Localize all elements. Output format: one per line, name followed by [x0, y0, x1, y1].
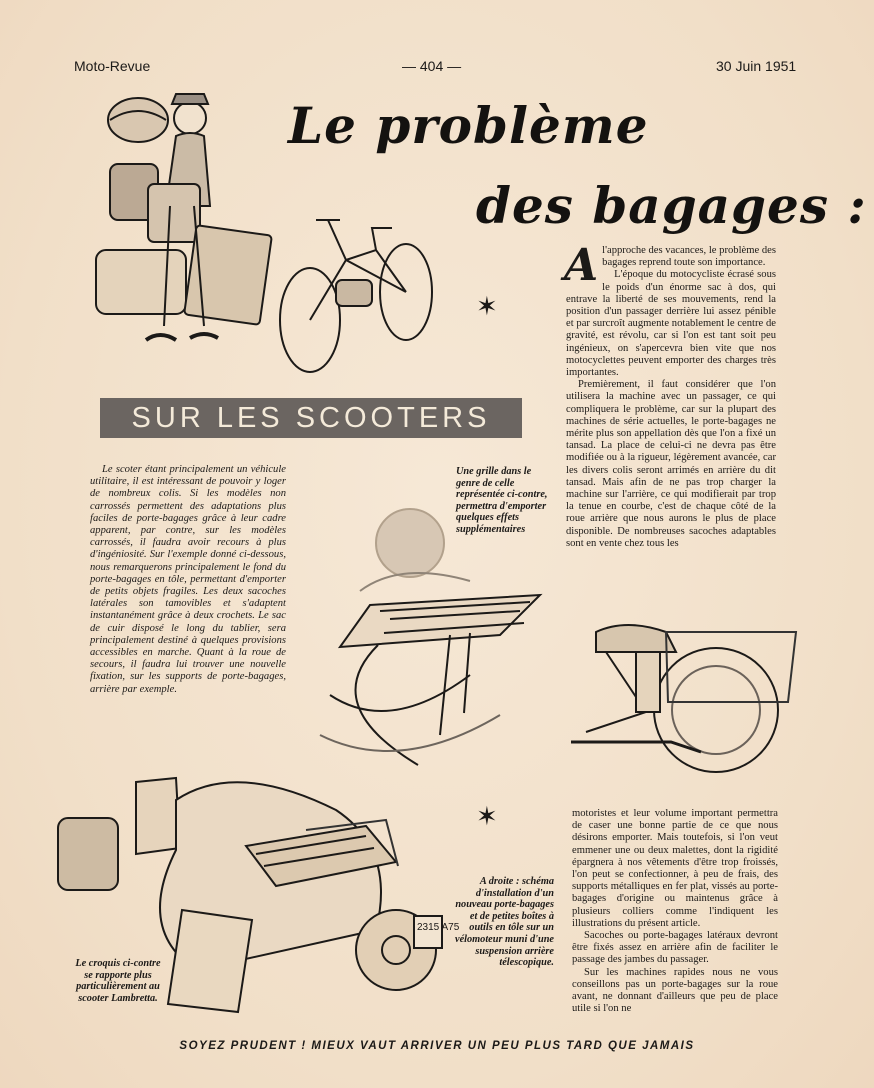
motorcycle-rear-illustration — [566, 612, 806, 782]
magazine-name: Moto-Revue — [74, 58, 151, 74]
caption-croquis: Le croquis ci-contre se rapporte plus particulièrement au scooter Lambretta. — [75, 958, 161, 1004]
star-icon: ✶ — [476, 292, 498, 321]
right-column-upper — [564, 240, 776, 550]
continuation-paragraph: motoristes et leur volume important permettra de caser une bonne partie de ce que nous désirons emporter. Mais toutefois, si l'on veut emmener une ou deux malettes, dont la rigidité épargnera à nos vêtements d'être trop froissés, l'on peut se confectionner, à peu de frais, des supports métalliques en fer plat, vissés au porte-bagages d'origine ou maintenus grâce à plusieurs colliers comme l'indiquent les illustrations du présent article. — [572, 808, 778, 929]
footer-slogan: SOYEZ PRUDENT ! MIEUX VAUT ARRIVER UN PEU PLUS TARD QUE JAMAIS — [179, 1040, 695, 1052]
title-line-2: des bagages : — [476, 176, 867, 235]
caption-grille: Une grille dans le genre de celle représentée ci-contre, permettra d'emporter quelques effets supplémentaires — [456, 466, 548, 535]
body-paragraph-1: L'époque du motocycliste écrasé sous le poids d'un énorme sac à dos, qui entrave la liberté de ses mouvements, rend la position d'un passager derrière lui assez pénible et par surcroît augmente notablement le centre de gravité, est révolu, car si l'on est tant soit peu ingénieux, on s'apercevra bien vite que nos motocyclettes peuvent emporter des charges très importantes. — [566, 269, 776, 379]
traveler-illustration — [90, 80, 280, 370]
body-paragraph-2: Premièrement, il faut considérer que l'on utilisera la machine avec un passager, ce qui compliquera le problème, car sur la plupart des machines de série actuelles, le porte-bagages ne mérite plus son appellation dès que l'on a fixé un tansad. La place de celui-ci ne devra pas être modifiée ou à la rigueur, légèrement avancée, car les divers colis seront arrimés en arrière du dit tansad. Mais afin de ne pas trop charger la machine sur l'arrière, ce qui modifierait par trop la tenue en courbe, c'est de chaque côté de la roue arrière que nous aurons le plus de place disponible. De nombreuses sacoches adaptables sont en vente chez tous les — [566, 379, 776, 549]
caption-droite: A droite : schéma d'installation d'un nouveau porte-bagages et de petites boîtes à outils en tôle sur un vélomoteur muni d'une suspension arrière télescopique. — [455, 876, 554, 969]
right-column-lower — [572, 808, 778, 1015]
section-banner: SUR LES SCOOTERS — [100, 398, 522, 438]
star-icon: ✶ — [476, 802, 498, 831]
intro-paragraph: l'approche des vacances, le problème des bagages reprend toute son importance. — [602, 245, 776, 269]
page-number: — 404 — — [402, 58, 462, 74]
left-column-paragraph: Le scoter étant principalement un véhicule utilitaire, il est intéressant de pouvoir y loger de nombreux colis. Si les modèles non carrossés permettent des adaptations plus faciles de porte-bagages grâce à leur cadre apparent, par contre, sur les modèles carrossés, il faudra avoir recours à plus d'ingéniosité. Sur l'exemple donné ci-dessous, nous remarquerons principalement le fond du porte-bagages en tôle, permettant d'emporter de petits objets fragiles. Les deux sacoches latérales son tamovibles et s'adaptent instantanément grâce à deux crochets. Le sac de cuir disposé le long du tablier, sera principalement destiné à quelques provisions accessibles en marche. Quant à la roue de secours, il faudra lui trouver une nouvelle fixation, sur les supports de porte-bagages, arrière par exemple. — [90, 464, 286, 695]
license-plate: 2315 A75 — [417, 922, 460, 933]
left-column-text — [90, 464, 286, 696]
moped-illustration — [276, 200, 446, 380]
body-paragraph-3: Sacoches ou porte-bagages latéraux devront être fixés assez en arrière afin de faciliter le passage des jambes du passager. — [572, 930, 778, 966]
body-paragraph-4: Sur les machines rapides nous ne vous conseillons pas un porte-bagages sur la roue avant, ne donnant d'ailleurs que peu de place utile si l'on ne — [572, 966, 778, 1015]
drop-cap-letter: A — [564, 240, 599, 291]
issue-date: 30 Juin 1951 — [716, 58, 797, 74]
title-line-1: Le problème — [288, 96, 649, 155]
rear-rack-illustration — [300, 495, 550, 770]
